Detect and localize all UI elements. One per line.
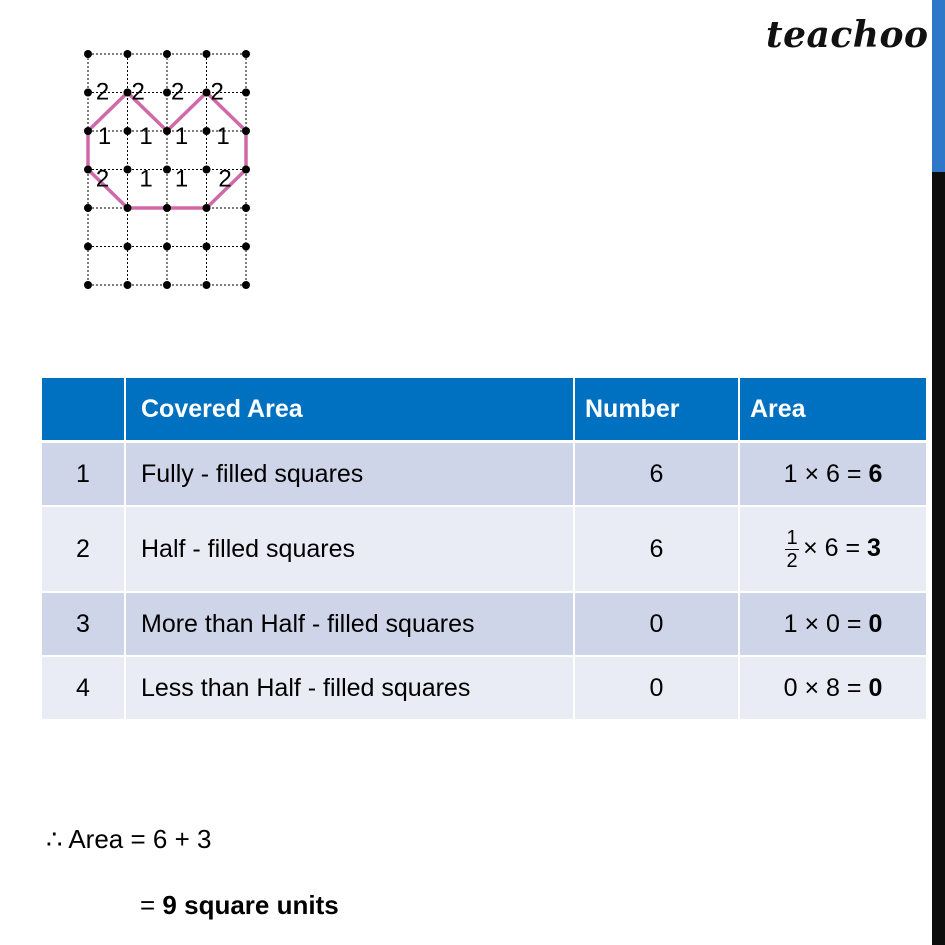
row-index: 3 bbox=[42, 592, 125, 656]
grid-dot bbox=[242, 89, 250, 97]
row-label: Half - filled squares bbox=[125, 506, 574, 592]
row-index: 4 bbox=[42, 656, 125, 719]
grid-dot bbox=[242, 50, 250, 58]
grid-dot bbox=[124, 89, 132, 97]
row-number: 0 bbox=[574, 656, 739, 719]
header-covered-area: Covered Area bbox=[125, 378, 574, 442]
area-expression: 1 × 0 = bbox=[783, 609, 869, 638]
area-result: 3 bbox=[867, 533, 881, 562]
side-scroll-bar bbox=[932, 172, 945, 945]
grid-cell-label: 1 bbox=[139, 165, 153, 193]
grid-dot bbox=[84, 166, 92, 174]
header-area: Area bbox=[739, 378, 926, 442]
table-row bbox=[42, 506, 926, 592]
grid-dot bbox=[124, 50, 132, 58]
row-label: More than Half - filled squares bbox=[125, 592, 574, 656]
grid-dot bbox=[84, 204, 92, 212]
side-accent-bar bbox=[932, 0, 945, 172]
grid-dot bbox=[124, 243, 132, 251]
grid-dot bbox=[242, 166, 250, 174]
grid-dot bbox=[84, 50, 92, 58]
grid-dot bbox=[124, 281, 132, 289]
row-number: 6 bbox=[574, 506, 739, 592]
grid-dot bbox=[163, 89, 171, 97]
area-result-line bbox=[140, 890, 339, 921]
row-area bbox=[739, 442, 926, 507]
grid-cell-label: 2 bbox=[95, 165, 110, 193]
row-index: 1 bbox=[42, 442, 125, 507]
grid-dot bbox=[124, 127, 132, 135]
grid-dot bbox=[242, 243, 250, 251]
table-row bbox=[42, 656, 926, 719]
area-table bbox=[42, 378, 926, 719]
area-expression: 1 × 6 = bbox=[783, 459, 869, 488]
grid-cell-label: 2 bbox=[95, 78, 110, 106]
grid-cell-label: 1 bbox=[139, 123, 153, 151]
row-number: 0 bbox=[574, 592, 739, 656]
brand-logo: teachoo bbox=[766, 14, 929, 56]
result-value: 9 square units bbox=[162, 890, 339, 920]
grid-dot bbox=[203, 89, 211, 97]
grid-cell-label: 2 bbox=[131, 78, 145, 106]
area-result: 0 bbox=[868, 673, 883, 702]
grid-dot bbox=[242, 281, 250, 289]
row-index: 2 bbox=[42, 506, 125, 592]
fraction bbox=[785, 527, 799, 572]
row-area bbox=[739, 656, 926, 719]
grid-dot bbox=[124, 166, 132, 174]
table-row bbox=[42, 442, 926, 507]
row-label: Less than Half - filled squares bbox=[125, 656, 574, 719]
grid-dot bbox=[242, 127, 250, 135]
grid-dot bbox=[203, 127, 211, 135]
grid-cell-label: 2 bbox=[218, 165, 232, 193]
dot-grid-figure bbox=[78, 44, 268, 294]
grid-dot bbox=[163, 204, 171, 212]
grid-dot bbox=[84, 127, 92, 135]
grid-dot bbox=[163, 281, 171, 289]
row-area bbox=[739, 506, 926, 592]
area-conclusion: ∴ Area = 6 + 3 bbox=[46, 824, 212, 854]
grid-dot bbox=[124, 204, 132, 212]
grid-dot bbox=[163, 127, 171, 135]
fraction-denominator: 2 bbox=[786, 549, 798, 572]
header-number: Number bbox=[574, 378, 739, 442]
grid-labels bbox=[96, 79, 232, 193]
grid-dot bbox=[203, 50, 211, 58]
grid-dot bbox=[203, 243, 211, 251]
grid-cell-label: 2 bbox=[170, 78, 185, 106]
header-index bbox=[42, 378, 125, 442]
row-area bbox=[739, 592, 926, 656]
grid-dot bbox=[84, 281, 92, 289]
grid-dot bbox=[84, 243, 92, 251]
grid-dot bbox=[203, 204, 211, 212]
row-label: Fully - filled squares bbox=[125, 442, 574, 507]
grid-dot bbox=[84, 89, 92, 97]
area-expression: × 6 = bbox=[803, 533, 868, 562]
grid-cell-label: 1 bbox=[174, 165, 189, 193]
grid-dot bbox=[163, 50, 171, 58]
result-prefix: = bbox=[140, 890, 163, 920]
grid-dot bbox=[163, 243, 171, 251]
area-expression: 0 × 8 = bbox=[783, 673, 869, 702]
area-result: 0 bbox=[868, 609, 883, 638]
grid-dot bbox=[242, 204, 250, 212]
grid-cell-label: 2 bbox=[210, 78, 224, 106]
row-number: 6 bbox=[574, 442, 739, 507]
fraction-numerator: 1 bbox=[786, 526, 798, 549]
grid-dot bbox=[203, 166, 211, 174]
grid-dot bbox=[163, 166, 171, 174]
grid-cell-label: 1 bbox=[97, 123, 112, 151]
area-result: 6 bbox=[868, 459, 883, 488]
grid-cell-label: 1 bbox=[216, 123, 230, 151]
grid-dot bbox=[203, 281, 211, 289]
table-row bbox=[42, 592, 926, 656]
grid-cell-label: 1 bbox=[174, 123, 189, 151]
